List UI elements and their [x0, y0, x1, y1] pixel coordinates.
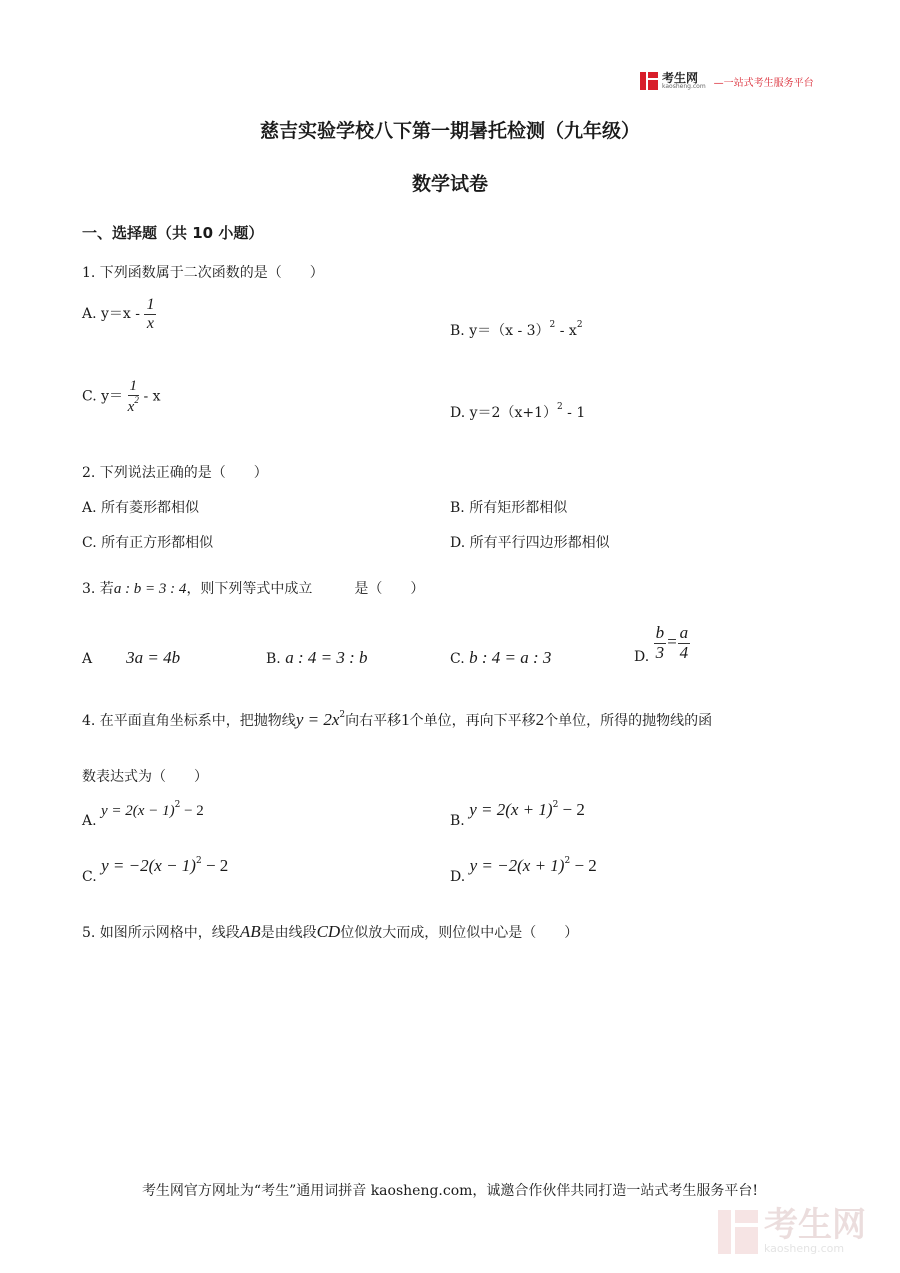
q3-option-d: D. $\frac{b}{3}$ = $\frac{a}{4}$ — [634, 623, 689, 666]
q2-option-b: B. 所有矩形都相似 — [450, 500, 568, 516]
question-1-stem: 1. 下列函数属于二次函数的是（ ） — [82, 265, 324, 281]
logo-domain: kaosheng.com — [662, 83, 706, 90]
q4-option-b: B. $y = 2(x + 1)^2 - 2$ — [450, 800, 585, 829]
q1-option-a: A. y＝x - $\frac{1}{x}$ — [82, 296, 155, 332]
question-4-stem: 4. 在平面直角坐标系中，把抛物线$y = 2x^2$向右平移1个单位，再向下平移2个单位，所得的抛物线的函 — [82, 710, 713, 729]
watermark-logo-icon — [718, 1210, 758, 1254]
q2-option-c: C. 所有正方形都相似 — [82, 535, 214, 551]
section-heading: 一、选择题（共 10 小题） — [82, 224, 264, 242]
q1-option-c: C. y＝ $\frac{1}{x^2}$ - x — [82, 378, 161, 415]
q2-option-a: A. 所有菱形都相似 — [82, 500, 200, 516]
logo-name: 考生网 — [662, 71, 699, 85]
header-logo — [640, 72, 814, 90]
question-4-stem-line2: 数表达式为（ ） — [82, 769, 208, 785]
question-2-stem: 2. 下列说法正确的是（ ） — [82, 465, 268, 481]
watermark-domain: kaosheng.com — [764, 1242, 845, 1255]
watermark-name: 考生网 — [764, 1205, 866, 1245]
question-5-stem: 5. 如图所示网格中，线段AB是由线段CD位似放大而成，则位似中心是（ ） — [82, 922, 579, 941]
q1-option-b: B. $y=(x - 3)^2 - x^2$ — [450, 320, 583, 339]
q3-option-b: B. a : 4 = 3 : b — [266, 648, 368, 667]
q3-option-a: A 3a = 4b — [82, 648, 181, 667]
q4-option-d: D. $y = -2(x + 1)^2 - 2$ — [450, 856, 597, 885]
footer-text: 考生网官方网址为“考生”通用词拼音 kaosheng.com，诚邀合作伙伴共同打造一站式考生服务平台! — [141, 1183, 759, 1199]
page-title: 慈吉实验学校八下第一期暑托检测（九年级） — [259, 120, 640, 142]
page-subtitle: 数学试卷 — [411, 173, 488, 195]
q3-option-c: C. b : 4 = a : 3 — [450, 648, 552, 667]
logo-slogan: —一站式考生服务平台 — [713, 77, 814, 89]
q1-option-d: D. $y=2(x+1)^2 - 1$ — [450, 402, 586, 421]
kaosheng-logo-icon — [640, 72, 658, 90]
watermark — [718, 1205, 866, 1255]
q4-option-c: C. $y = -2(x - 1)^2 - 2$ — [82, 856, 229, 885]
q4-option-a: A. $y = 2(x - 1)^2 - 2$ — [82, 800, 204, 829]
q2-option-d: D. 所有平行四边形都相似 — [450, 535, 610, 551]
question-3-stem: 3. 若a : b = 3 : 4，则下列等式中成立 是（ ） — [82, 581, 425, 597]
